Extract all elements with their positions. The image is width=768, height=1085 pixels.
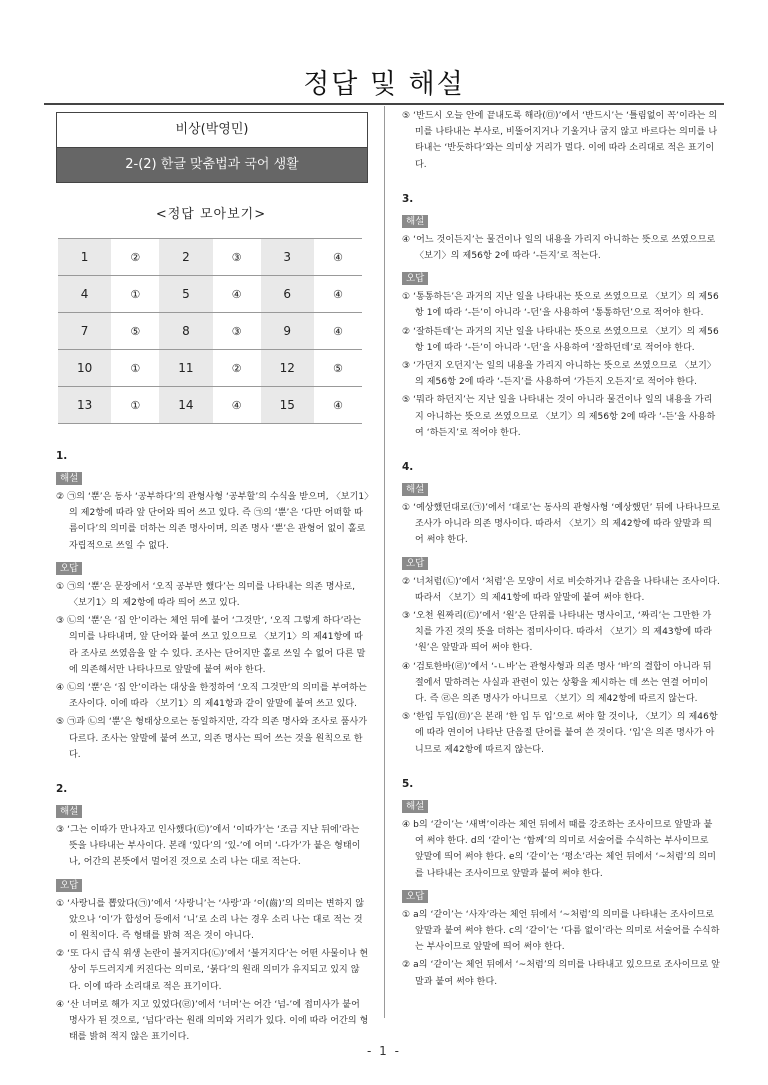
- publisher-box: [56, 112, 368, 183]
- section-tag: 오답: [402, 890, 428, 903]
- explanation-paragraph: ③ ‘오천 원짜리(㉢)’에서 ‘원’은 단위를 나타내는 명사이고, ‘짜리’는 그만한 가치를 가진 것의 뜻을 더하는 접미사이다. 따라서 〈보기〉의 제43항에 따라 ‘원’은 앞말과 띄어 써야 한다.: [402, 611, 712, 654]
- section-tag: 해설: [402, 483, 428, 496]
- title-rule: [44, 103, 724, 105]
- answer-choice: ①: [111, 276, 159, 313]
- explanation-paragraph: ④ ‘검토한바(㉣)’에서 ‘-ㄴ바’는 관형사형과 의존 명사 ‘바’의 결합이 아니라 뒤 절에서 말하려는 사실과 관련이 있는 상황을 제시하는 데 쓰는 연결 어미이다. 즉 ㉣은 의존 명사가 아니므로 〈보기〉의 제42항에 따르지 않는다.: [402, 661, 712, 705]
- explanation-paragraph: ③ ‘가던지 오던지’는 일의 내용을 가리지 아니하는 뜻으로 쓰였으므로 〈보기〉의 제56항 2에 따라 ‘-든지’를 사용하여 ‘가든지 오든지’로 적어야 한다.: [402, 361, 716, 388]
- explanation-paragraph: ⑤ ㉠과 ㉡의 ‘뿐’은 형태상으로는 동일하지만, 각각 의존 명사와 조사로 품사가 다르다. 조사는 앞말에 붙여 쓰고, 의존 명사는 띄어 쓰는 것을 원칙으로 한다.: [56, 717, 368, 760]
- question-number: 7: [58, 313, 111, 350]
- section-gap: [52, 765, 370, 783]
- section-tag-row: [398, 794, 720, 817]
- question-heading: 4.: [402, 461, 414, 474]
- explanation-paragraph: ④ ㉡의 ‘뿐’은 ‘집 안’이라는 대상을 한정하여 ‘오직 그것만’의 의미를 부여하는 조사이다. 이에 따라 〈보기1〉의 제41항과 같이 앞말에 붙여 쓰고 있다.: [56, 683, 367, 710]
- answer-row: [58, 239, 362, 276]
- answer-choice: ②: [213, 350, 261, 387]
- section-tag-row: [52, 466, 370, 489]
- section-tag: 해설: [402, 800, 428, 813]
- explanation-paragraph: ② ‘너처럼(㉡)’에서 ‘처럼’은 모양이 서로 비슷하거나 같음을 나타내는 조사이다. 따라서 〈보기〉의 제41항에 따라 앞말에 붙여 써야 한다.: [402, 576, 721, 603]
- section-tag-row: [398, 209, 720, 232]
- question-number: 10: [58, 350, 111, 387]
- page-title: 정답 및 해설: [303, 69, 465, 100]
- answers-title: <정답 모아보기>: [155, 207, 267, 222]
- answer-choice: ①: [111, 387, 159, 424]
- question-heading: 3.: [402, 192, 414, 205]
- section-tag: 오답: [56, 879, 82, 892]
- answer-choice: ③: [213, 239, 261, 276]
- explanation-paragraph: ① ‘예상했던대로(㉠)’에서 ‘대로’는 동사의 관형사형 ‘예상했던’ 뒤에 나타나므로 조사가 아니라 의존 명사이다. 따라서 〈보기〉의 제42항에 따라 앞말과 띄어 써야 한다.: [402, 503, 721, 546]
- answer-choice: ④: [314, 387, 362, 424]
- section-gap: [398, 175, 720, 193]
- section-tag-row: [52, 799, 370, 822]
- question-heading: 5.: [402, 777, 414, 790]
- question-number: 8: [159, 313, 212, 350]
- section-tag: 오답: [402, 557, 428, 570]
- explanation-paragraph: ④ b의 ‘같이’는 ‘새벽’이라는 체언 뒤에서 때를 강조하는 조사이므로 앞말과 붙여 써야 한다. d의 ‘같이’는 ‘함께’의 의미로 서술어를 수식하는 부사이므로 앞말에 띄어 써야 한다. e의 ‘같이’는 ‘평소’라는 체언 뒤에서 ‘~처럼’의 의미를 나타내는 조사이므로 앞말과 붙여 써야 한다.: [402, 819, 717, 879]
- section-tag-row: [52, 873, 370, 896]
- section-tag: 오답: [56, 562, 82, 575]
- right-explanations: [398, 108, 720, 990]
- question-heading: 2.: [56, 783, 68, 796]
- question-number: 9: [261, 313, 314, 350]
- publisher-name: 비상(박영민): [57, 113, 367, 148]
- section-tag: 오답: [402, 272, 428, 285]
- explanation-paragraph: ④ ‘어느 것이든지’는 물건이나 일의 내용을 가리지 아니하는 뜻으로 쓰였으므로 〈보기〉의 제56항 2에 따라 ‘-든지’로 적는다.: [402, 234, 716, 262]
- left-column: [52, 108, 370, 1047]
- explanation-paragraph: ② ㉠의 ‘뿐’은 동사 ‘공부하다’의 관형사형 ‘공부할’의 수식을 받으며, 〈보기1〉의 제2항에 따라 앞 단어와 띄어 쓰고 있다. 즉 ㉠의 ‘뿐’은 ‘다만 어떠할 따름이다’의 의미를 더하는 의존 명사이며, 의존 명사 ‘뿐’은 관형어 없이 홀로 자립적으로 쓰일 수 없다.: [56, 492, 369, 551]
- answer-row: [58, 387, 362, 424]
- question-number: 5: [159, 276, 212, 313]
- section-tag-row: [398, 477, 720, 500]
- question-number: 11: [159, 350, 212, 387]
- section-tag: 해설: [56, 472, 82, 485]
- page-number: - 1 -: [367, 1044, 401, 1058]
- answer-choice: ④: [314, 276, 362, 313]
- unit-title: 2-(2) 한글 맞춤법과 국어 생활: [57, 148, 367, 182]
- section-tag: 해설: [56, 805, 82, 818]
- answer-choice: ⑤: [314, 350, 362, 387]
- explanation-paragraph: ① ‘사랑니를 뽑았다(㉠)’에서 ‘사랑니’는 ‘사랑’과 ‘이(齒)’의 의미는 변하지 않았으나 ‘이’가 합성어 등에서 ‘니’로 소리 나는 경우 소리 나는 대로 적는 것이 원칙이다. 즉 형태를 밝혀 적은 것이 아니다.: [56, 898, 365, 942]
- answer-row: [58, 313, 362, 350]
- question-number: 2: [159, 239, 212, 276]
- question-heading: 1.: [56, 450, 68, 462]
- explanation-paragraph: ① ㉠의 ‘뿐’은 문장에서 ‘오직 공부만 했다’는 의미를 나타내는 의존 명사로, 〈보기1〉의 제2항에 따라 띄어 쓰고 있다.: [56, 581, 356, 609]
- column-divider: [384, 106, 385, 1018]
- section-gap: [398, 443, 720, 461]
- question-number: 1: [58, 239, 111, 276]
- answer-choice: ④: [213, 276, 261, 313]
- section-tag-row: [398, 266, 720, 289]
- section-tag-row: [398, 551, 720, 574]
- explanation-paragraph: ② ‘또 다시 급식 위생 논란이 불거지다(㉡)’에서 ‘불거지다’는 어떤 사물이나 현상이 두드러지게 커진다는 의미로, ‘붉다’의 원래 의미가 유지되고 있지 않다. 이에 따라 소리대로 적은 표기이다.: [56, 949, 369, 992]
- answer-choice: ③: [213, 313, 261, 350]
- section-tag: 해설: [402, 215, 428, 228]
- answer-row: [58, 276, 362, 313]
- section-tag-row: [398, 884, 720, 907]
- answer-choice: ⑤: [111, 313, 159, 350]
- section-gap: [398, 760, 720, 778]
- question-number: 13: [58, 387, 111, 424]
- explanation-paragraph: ⑤ ‘한입 두입(㉤)’은 본래 ‘한 입 두 입’으로 써야 할 것이나, 〈보기〉의 제46항에 따라 연이어 나타난 단음절 단어를 붙여 쓴 것이다. ‘입’은 의존 명사가 아니므로 제42항에 따르지 않는다.: [402, 712, 718, 755]
- explanation-paragraph: ⑤ ‘반드시 오늘 안에 끝내도록 해라(㉤)’에서 ‘반드시’는 ‘틀림없이 꼭’이라는 의미를 나타내는 부사로, 비뚤어지거나 기울거나 굽지 않고 바르다는 의미를 나타내는 ‘반듯하다’와는 의미상 거리가 멀다. 이에 따라 소리대로 적은 표기이다.: [402, 111, 718, 170]
- explanation-paragraph: ⑤ ‘뭐라 하던지’는 지난 일을 나타내는 것이 아니라 물건이나 일의 내용을 가리지 아니하는 뜻으로 쓰였으므로 〈보기〉의 제56항 2에 따라 ‘-든’을 사용하여 ‘하든지’로 적어야 한다.: [402, 395, 716, 438]
- left-explanations: [52, 450, 370, 1045]
- answer-table: [58, 238, 362, 424]
- answer-row: [58, 350, 362, 387]
- question-number: 3: [261, 239, 314, 276]
- question-number: 6: [261, 276, 314, 313]
- question-number: 4: [58, 276, 111, 313]
- answer-choice: ④: [213, 387, 261, 424]
- answer-choice: ④: [314, 313, 362, 350]
- explanation-paragraph: ① a의 ‘같이’는 ‘사자’라는 체언 뒤에서 ‘~처럼’의 의미를 나타내는 조사이므로 앞말과 붙여 써야 한다. c의 ‘같이’는 ‘다름 없이’라는 의미로 서술어를 수식하는 부사이므로 앞말에 띄어 써야 한다.: [402, 909, 720, 953]
- explanation-paragraph: ② a의 ‘같이’는 체언 뒤에서 ‘~처럼’의 의미를 나타내고 있으므로 조사이므로 앞말과 붙여 써야 한다.: [402, 960, 720, 987]
- right-column: [398, 108, 720, 992]
- explanation-paragraph: ③ ㉡의 ‘뿐’은 ‘집 안’이라는 체언 뒤에 붙어 ‘그것만’, ‘오직 그렇게 하다’라는 의미를 나타내며, 앞 단어와 붙여 쓰고 있으므로 〈보기1〉의 제41항에 따라 조사로 쓰였음을 알 수 있다. 조사는 단어지만 홀로 쓰일 수 없어 다른 말에 의존해서만 나타나므로 앞말에 붙여 써야 한다.: [56, 616, 366, 675]
- explanation-paragraph: ② ‘잘하든데’는 과거의 지난 일을 나타내는 뜻으로 쓰였으므로 〈보기〉의 제56항 1에 따라 ‘-든’이 아니라 ‘-던’을 사용하여 ‘잘하던데’로 적어야 한다.: [402, 326, 719, 353]
- question-number: 15: [261, 387, 314, 424]
- answer-choice: ④: [314, 239, 362, 276]
- question-number: 12: [261, 350, 314, 387]
- explanation-paragraph: ④ ‘산 너머로 해가 지고 있었다(㉣)’에서 ‘너머’는 어간 ‘넘-’에 접미사가 붙어 명사가 된 것으로, ‘넘다’라는 원래 의미와 거리가 있다. 이에 따라 어간의 형태를 밝혀 적지 않은 표기이다.: [56, 999, 369, 1043]
- explanation-paragraph: ① ‘통통하든’은 과거의 지난 일을 나타내는 뜻으로 쓰였으므로 〈보기〉의 제56항 1에 따라 ‘-든’이 아니라 ‘-던’을 사용하여 ‘통통하던’으로 적어야 한다.: [402, 292, 719, 319]
- section-tag-row: [52, 556, 370, 579]
- explanation-paragraph: ③ ‘그는 이따가 만나자고 인사했다(㉢)’에서 ‘이따가’는 ‘조금 지난 뒤에’라는 뜻을 나타내는 부사이다. 본래 ‘있다’의 ‘있-’에 어미 ‘-다가’가 붙은 형태이나, 어간의 본뜻에서 멀어진 것으로 소리 나는 대로 적는다.: [56, 825, 361, 868]
- question-number: 14: [159, 387, 212, 424]
- answer-choice: ②: [111, 239, 159, 276]
- answer-choice: ①: [111, 350, 159, 387]
